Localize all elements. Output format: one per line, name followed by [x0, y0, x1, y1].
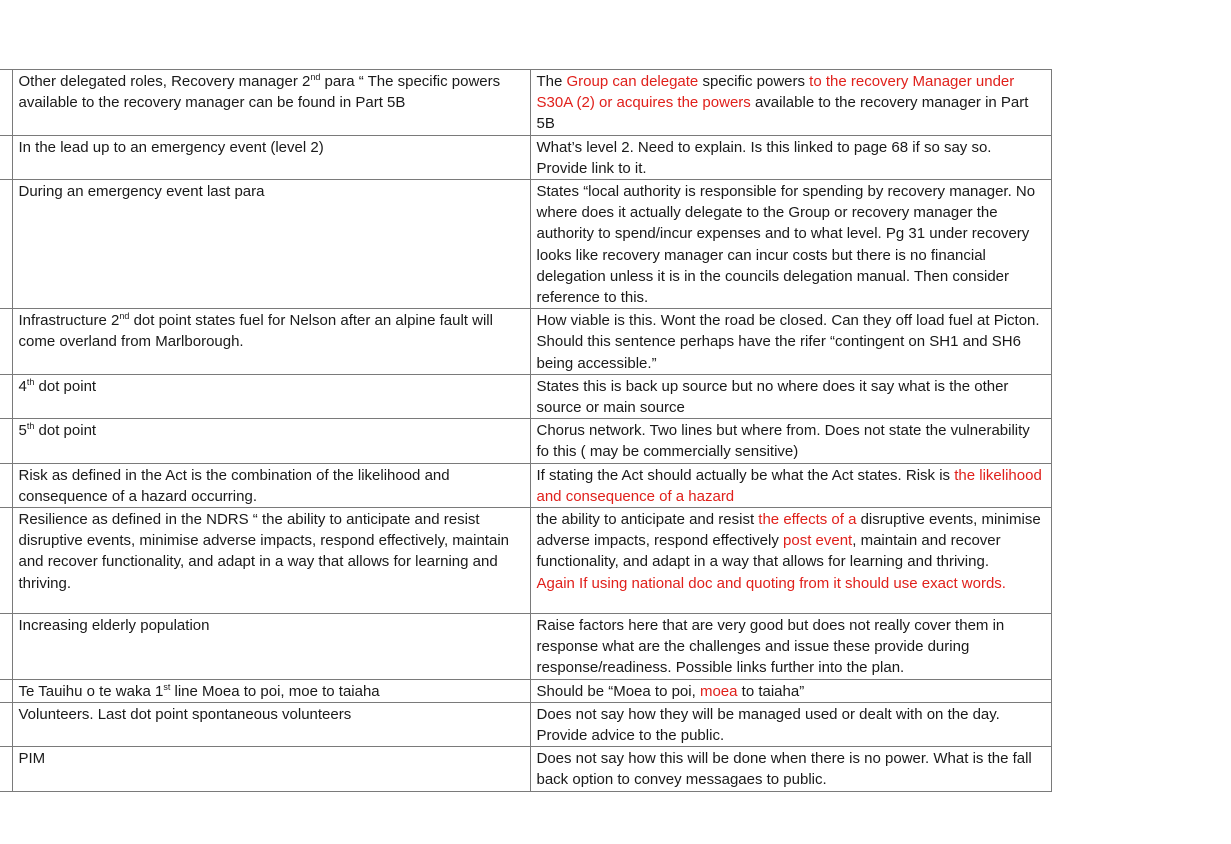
table-row — [0, 614, 1051, 680]
item-cell — [12, 614, 530, 680]
cell-text: During an emergency event last para — [18, 183, 265, 201]
highlighted-text: to the recovery Manager under S30A (2) or acquires the powers — [536, 73, 1015, 112]
cell-text: para “ The specific powers available to the recovery manager can be found in Part 5B — [18, 73, 501, 112]
highlighted-text: the likelihood and consequence of a hazard — [536, 466, 1042, 505]
cell-text: If stating the Act should actually be what the Act states. Risk is — [536, 466, 955, 484]
superscript-text: th — [26, 421, 35, 432]
cell-text: , maintain and recover functionality, and adapt in a way that allows for learning and thriving. — [536, 532, 1001, 571]
cell-text: Does not say how this will be done when there is no power. What is the fall back option to convey messagaes to public. — [536, 750, 1032, 789]
row-stub-cell — [0, 508, 12, 614]
cell-text: In the lead up to an emergency event (level 2) — [18, 138, 324, 156]
cell-text: The — [536, 73, 567, 90]
review-table — [0, 69, 1052, 792]
cell-text: Resilience as defined in the NDRS “ the ability to anticipate and resist disruptive events, minimise adverse impacts, respond effectively, maintain and recover functionality, and adapt in a way that allows for learning and thriving. — [18, 511, 509, 592]
table-row — [0, 135, 1051, 179]
cell-text: to taiaha” — [737, 682, 805, 700]
cell-text: How viable is this. Wont the road be closed. Can they off load fuel at Picton. Should this sentence perhaps have the rifer “contingent on SH1 and SH6 being accessible.” — [536, 312, 1040, 372]
item-cell — [12, 463, 530, 507]
table-row — [0, 419, 1051, 463]
cell-text: States “local authority is responsible for spending by recovery manager. No where does it actually delegate to the Group or recovery manager the authority to spend/incur expenses and to what level. Pg 31 under recovery looks like recovery manager can incur costs but there is no financial delegation unless it is in the councils delegation manual. Then consider reference to this. — [536, 183, 1036, 307]
cell-text: Volunteers. Last dot point spontaneous volunteers — [18, 705, 352, 723]
table-row — [0, 508, 1051, 614]
item-cell — [12, 309, 530, 375]
row-stub-cell — [0, 702, 12, 746]
superscript-text: st — [163, 681, 171, 692]
superscript-text: nd — [119, 311, 130, 322]
cell-text: What’s level 2. Need to explain. Is this linked to page 68 if so say so. Provide link to it. — [536, 138, 992, 177]
comment-cell — [530, 463, 1051, 507]
item-cell — [12, 747, 530, 791]
row-stub-cell — [0, 309, 12, 375]
comment-cell — [530, 747, 1051, 791]
comment-cell — [530, 702, 1051, 746]
review-table-body — [0, 70, 1051, 792]
comment-cell — [530, 180, 1051, 309]
cell-text: Risk as defined in the Act is the combination of the likelihood and consequence of a hazard occurring. — [18, 466, 450, 505]
superscript-text: nd — [310, 72, 321, 82]
cell-text: dot point — [34, 422, 97, 440]
item-cell — [12, 508, 530, 614]
table-row — [0, 180, 1051, 309]
item-cell — [12, 679, 530, 702]
row-stub-cell — [0, 463, 12, 507]
table-row — [0, 679, 1051, 702]
cell-text: dot point — [34, 377, 97, 395]
cell-text: available to the recovery manager in Part 5B — [536, 94, 1029, 133]
comment-cell — [530, 309, 1051, 375]
comment-cell — [530, 419, 1051, 463]
comment-cell — [530, 614, 1051, 680]
cell-text: Does not say how they will be managed used or dealt with on the day. Provide advice to the public. — [536, 705, 1000, 745]
table-row — [0, 747, 1051, 791]
cell-text: Infrastructure 2 — [18, 312, 120, 330]
item-cell — [12, 374, 530, 418]
row-stub-cell — [0, 180, 12, 309]
table-row — [0, 309, 1051, 375]
highlighted-text: Group can delegate — [566, 73, 699, 90]
highlighted-text: moea — [699, 682, 738, 700]
cell-text: Other delegated roles, Recovery manager 2 — [18, 73, 311, 90]
row-stub-cell — [0, 747, 12, 791]
cell-text: specific powers — [698, 73, 810, 90]
row-stub-cell — [0, 419, 12, 463]
table-row — [0, 374, 1051, 418]
table-row — [0, 463, 1051, 507]
comment-cell — [530, 679, 1051, 702]
cell-text: the ability to anticipate and resist — [536, 511, 759, 529]
cell-text: 4 — [18, 377, 27, 395]
row-stub-cell — [0, 70, 12, 136]
cell-text: disruptive events, minimise adverse impacts, respond effectively — [536, 511, 1041, 550]
superscript-text: th — [26, 376, 35, 387]
comment-cell — [530, 508, 1051, 614]
item-cell — [12, 135, 530, 179]
row-stub-cell — [0, 135, 12, 179]
highlighted-text: the effects of a — [758, 511, 857, 529]
highlighted-text: Again If using national doc and quoting from it should use exact words. — [536, 574, 1006, 592]
row-stub-cell — [0, 374, 12, 418]
table-row — [0, 702, 1051, 746]
item-cell — [12, 702, 530, 746]
row-stub-cell — [0, 679, 12, 702]
cell-text: PIM — [18, 750, 46, 768]
table-row — [0, 70, 1051, 136]
comment-cell — [530, 135, 1051, 179]
highlighted-text: post event — [783, 532, 853, 550]
cell-text: Increasing elderly population — [18, 617, 210, 635]
cell-text: Chorus network. Two lines but where from. Does not state the vulnerability fo this ( may be commercially sensitive) — [536, 422, 1030, 461]
comment-cell — [530, 374, 1051, 418]
row-stub-cell — [0, 614, 12, 680]
cell-text: 5 — [18, 422, 27, 440]
cell-text: Should be “Moea to poi, — [536, 682, 700, 700]
item-cell — [12, 180, 530, 309]
item-cell — [12, 70, 530, 136]
cell-text: States this is back up source but no where does it say what is the other source or main source — [536, 377, 1009, 417]
item-cell — [12, 419, 530, 463]
cell-text: Raise factors here that are very good but does not really cover them in response what are the challenges and issue these provide during response/readiness. Possible links further into the plan. — [536, 617, 1005, 677]
cell-text: dot point states fuel for Nelson after an alpine fault will come overland from Marlborough. — [18, 312, 493, 351]
cell-text: Te Tauihu o te waka 1 — [18, 682, 164, 700]
cell-text: line Moea to poi, moe to taiaha — [170, 682, 380, 700]
comment-cell — [530, 70, 1051, 136]
